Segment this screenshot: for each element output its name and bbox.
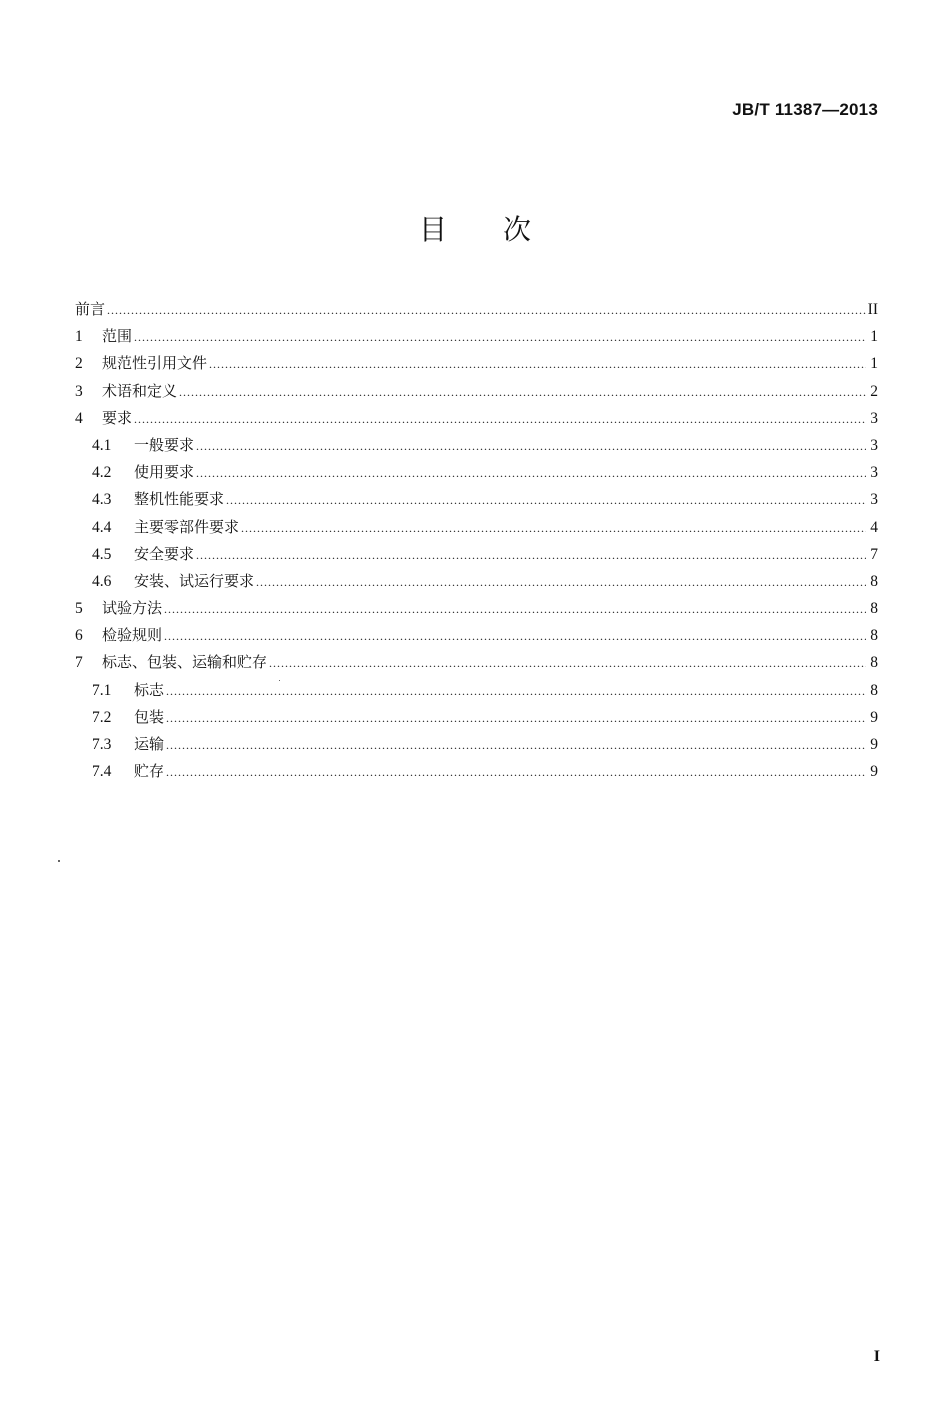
toc-entry-label: 安装、试运行要求 <box>134 571 255 590</box>
toc-entry-number: 4 <box>75 409 83 427</box>
toc-entry-label: 规范性引用文件 <box>102 354 208 373</box>
toc-entry-page: 8 <box>870 627 878 645</box>
toc-entry-label: 一般要求 <box>134 435 195 454</box>
footer-page-number: I <box>873 1348 880 1365</box>
toc-entry-number: 4.2 <box>92 464 112 482</box>
toc-entry-page: 9 <box>870 763 878 781</box>
toc-dot-leader <box>107 297 866 324</box>
toc-entry-label: 要求 <box>102 408 133 427</box>
toc-dot-leader <box>179 379 866 406</box>
toc-entry-page: 8 <box>870 600 878 618</box>
toc-entry-label: 检验规则 <box>102 626 163 645</box>
toc-entry-page: 7 <box>870 545 878 563</box>
toc-entry[interactable] <box>75 758 878 785</box>
toc-dot-leader <box>196 542 866 569</box>
toc-entry[interactable] <box>75 459 878 486</box>
toc-entry-number: 7.1 <box>92 681 112 699</box>
toc-entry-label: 标志、包装、运输和贮存 <box>102 653 268 672</box>
toc-entry-number: 7.2 <box>92 708 112 726</box>
page-title: 目次 <box>418 213 587 246</box>
toc-entry-page: II <box>867 301 878 318</box>
toc-dot-leader <box>196 460 866 487</box>
toc-entry-label: 安全要求 <box>134 544 195 563</box>
scan-speck <box>58 860 60 862</box>
toc-entry-number: 4.1 <box>92 436 112 454</box>
toc-entry-label: 前言 <box>75 300 106 318</box>
toc-entry-label: 范围 <box>102 327 133 346</box>
toc-entry-number: 3 <box>75 382 83 400</box>
toc-entry-page: 9 <box>870 708 878 726</box>
toc-entry-number: 6 <box>75 627 83 645</box>
toc-entry-page: 4 <box>870 518 878 536</box>
toc-entry-page: 9 <box>870 736 878 753</box>
toc-entry-number: 1 <box>75 328 83 346</box>
toc-entry[interactable] <box>75 541 878 568</box>
toc-entry[interactable] <box>75 486 878 513</box>
toc-entry[interactable] <box>75 704 878 731</box>
toc-entry[interactable] <box>75 731 878 758</box>
toc-entry-label: 标志 <box>134 680 165 699</box>
toc-entry-number: 4.5 <box>92 545 112 563</box>
toc-entry-label: 主要零部件要求 <box>134 517 240 536</box>
toc-entry[interactable] <box>75 514 878 541</box>
toc-entry-label: 运输 <box>134 735 165 753</box>
toc-dot-leader <box>166 759 866 786</box>
toc-dot-leader <box>209 351 866 378</box>
toc-dot-leader <box>226 487 866 514</box>
toc-dot-leader <box>196 433 866 460</box>
toc-entry[interactable] <box>75 649 878 676</box>
toc-entry-page: 8 <box>870 572 878 590</box>
toc-dot-leader <box>256 569 866 596</box>
toc-dot-leader <box>134 406 866 433</box>
toc-entry[interactable] <box>75 296 878 323</box>
toc-entry[interactable] <box>75 568 878 595</box>
toc-entry-page: 3 <box>870 436 878 454</box>
toc-entry-number: 7 <box>75 654 83 672</box>
toc-dot-leader <box>241 515 866 542</box>
toc-entry-number: 4.3 <box>92 491 112 509</box>
table-of-contents <box>75 296 878 785</box>
toc-entry-page: 3 <box>870 409 878 427</box>
toc-dot-leader <box>164 623 866 650</box>
toc-entry-number: 5 <box>75 600 83 618</box>
toc-entry[interactable] <box>75 432 878 459</box>
toc-dot-leader <box>269 650 866 677</box>
toc-entry-page: 3 <box>870 491 878 509</box>
toc-entry-page: 8 <box>870 681 878 699</box>
toc-entry-label: 使用要求 <box>134 463 195 482</box>
toc-entry-number: 7.3 <box>92 736 112 753</box>
toc-entry[interactable] <box>75 378 878 405</box>
toc-entry-page: 1 <box>870 328 878 346</box>
toc-entry-page: 8 <box>870 654 878 672</box>
toc-entry-number: 2 <box>75 355 83 373</box>
toc-entry[interactable] <box>75 622 878 649</box>
toc-entry-label: 整机性能要求 <box>134 490 225 509</box>
toc-dot-leader <box>166 678 866 705</box>
toc-entry-page: 2 <box>870 382 878 400</box>
toc-dot-leader <box>166 732 866 759</box>
toc-entry[interactable] <box>75 323 878 350</box>
toc-entry-label: 贮存 <box>134 762 165 781</box>
toc-dot-leader <box>134 324 866 351</box>
toc-entry-page: 1 <box>870 355 878 373</box>
standard-code: JB/T 11387—2013 <box>732 100 878 119</box>
toc-entry-number: 4.4 <box>92 518 112 536</box>
toc-entry[interactable] <box>75 677 878 704</box>
toc-entry-label: 术语和定义 <box>102 381 178 400</box>
toc-entry-label: 试验方法 <box>102 599 163 618</box>
scan-speck <box>279 680 280 681</box>
toc-entry[interactable] <box>75 595 878 622</box>
toc-entry-number: 4.6 <box>92 572 112 590</box>
toc-dot-leader <box>166 705 866 732</box>
toc-dot-leader <box>164 596 866 623</box>
toc-entry[interactable] <box>75 405 878 432</box>
toc-entry[interactable] <box>75 350 878 377</box>
toc-entry-label: 包装 <box>134 707 165 726</box>
toc-entry-number: 7.4 <box>92 763 112 781</box>
toc-entry-page: 3 <box>870 464 878 482</box>
